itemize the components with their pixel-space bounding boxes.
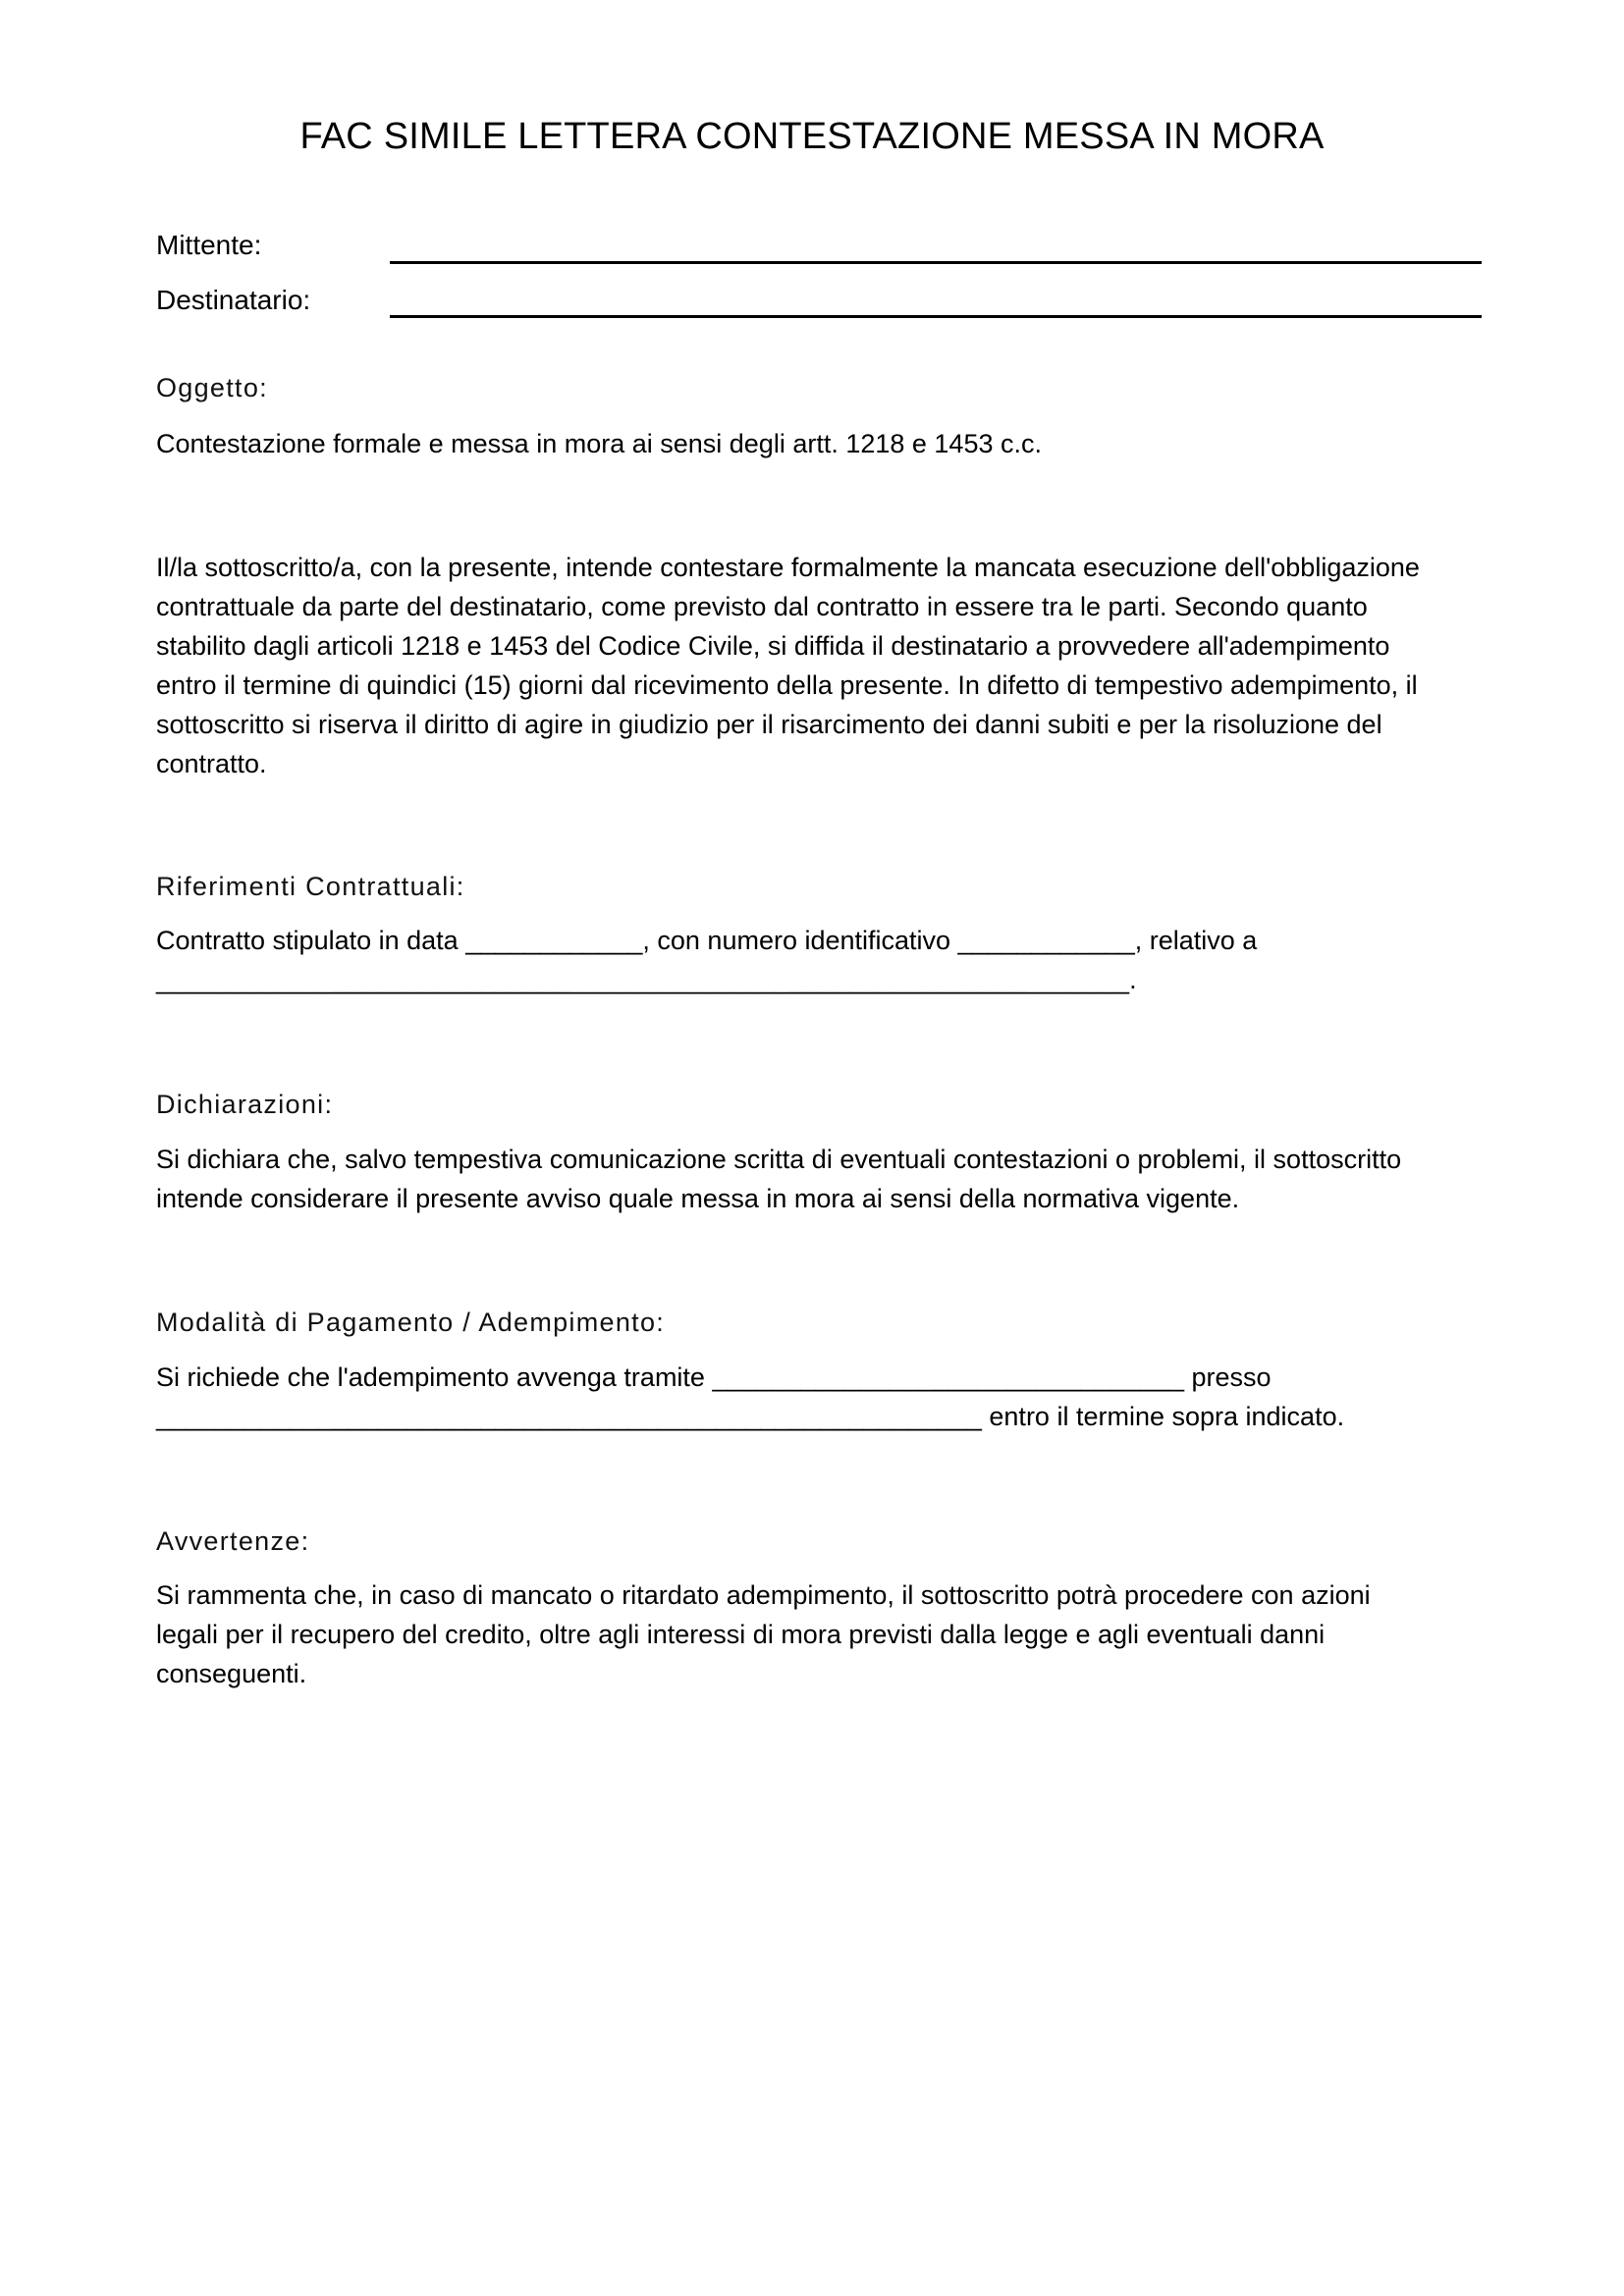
pagamento-line: Si richiede che l'adempimento avvenga tramite ________________________________ presso — [156, 1362, 1272, 1392]
pagamento-line: ________________________________________________________ entro il termine sopra indicato. — [156, 1402, 1345, 1431]
body-line: entro il termine di quindici (15) giorni dal ricevimento della presente. In difetto di tempestivo adempimento, il — [156, 670, 1418, 700]
oggetto-heading: Oggetto: — [156, 373, 268, 402]
avvertenze-line: Si rammenta che, in caso di mancato o ritardato adempimento, il sottoscritto potrà procedere con azioni — [156, 1580, 1371, 1610]
dichiarazioni-paragraph — [156, 1140, 1511, 1218]
body-paragraph — [156, 548, 1511, 783]
avvertenze-paragraph — [156, 1575, 1511, 1693]
destinatario-line — [390, 315, 1482, 318]
body-line: sottoscritto si riserva il diritto di agire in giudizio per il risarcimento dei danni subiti e per la risoluzione del — [156, 710, 1382, 739]
dichiarazioni-heading: Dichiarazioni: — [156, 1090, 334, 1119]
riferimenti-paragraph — [156, 921, 1511, 999]
riferimenti-line: Contratto stipulato in data ____________, con numero identificativo ____________, relativo a — [156, 926, 1258, 955]
avvertenze-line: legali per il recupero del credito, oltre agli interessi di mora previsti dalla legge e agli eventuali danni — [156, 1620, 1326, 1649]
document-title: FAC SIMILE LETTERA CONTESTAZIONE MESSA IN MORA — [299, 116, 1325, 157]
avvertenze-line: conseguenti. — [156, 1659, 307, 1688]
riferimenti-line: __________________________________________________________________. — [156, 965, 1137, 994]
mittente-label: Mittente: — [156, 230, 262, 260]
avvertenze-heading: Avvertenze: — [156, 1526, 310, 1556]
mittente-line — [390, 261, 1482, 264]
body-line: stabilito dagli articoli 1218 e 1453 del Codice Civile, si diffida il destinatario a provvedere all'adempimento — [156, 631, 1390, 661]
body-line: contratto. — [156, 749, 267, 778]
oggetto-text — [156, 424, 1511, 463]
oggetto-line: Contestazione formale e messa in mora ai sensi degli artt. 1218 e 1453 c.c. — [156, 429, 1042, 458]
riferimenti-heading: Riferimenti Contrattuali: — [156, 872, 465, 901]
body-line: Il/la sottoscritto/a, con la presente, intende contestare formalmente la mancata esecuzione dell'obbligazione — [156, 553, 1420, 582]
dichiarazioni-line: Si dichiara che, salvo tempestiva comunicazione scritta di eventuali contestazioni o problemi, il sottoscritto — [156, 1145, 1402, 1174]
destinatario-label: Destinatario: — [156, 285, 311, 315]
pagamento-heading: Modalità di Pagamento / Adempimento: — [156, 1308, 666, 1337]
dichiarazioni-line: intende considerare il presente avviso quale messa in mora ai sensi della normativa vigente. — [156, 1184, 1240, 1213]
pagamento-paragraph — [156, 1358, 1511, 1436]
body-line: contrattuale da parte del destinatario, come previsto dal contratto in essere tra le parti. Secondo quanto — [156, 592, 1368, 621]
